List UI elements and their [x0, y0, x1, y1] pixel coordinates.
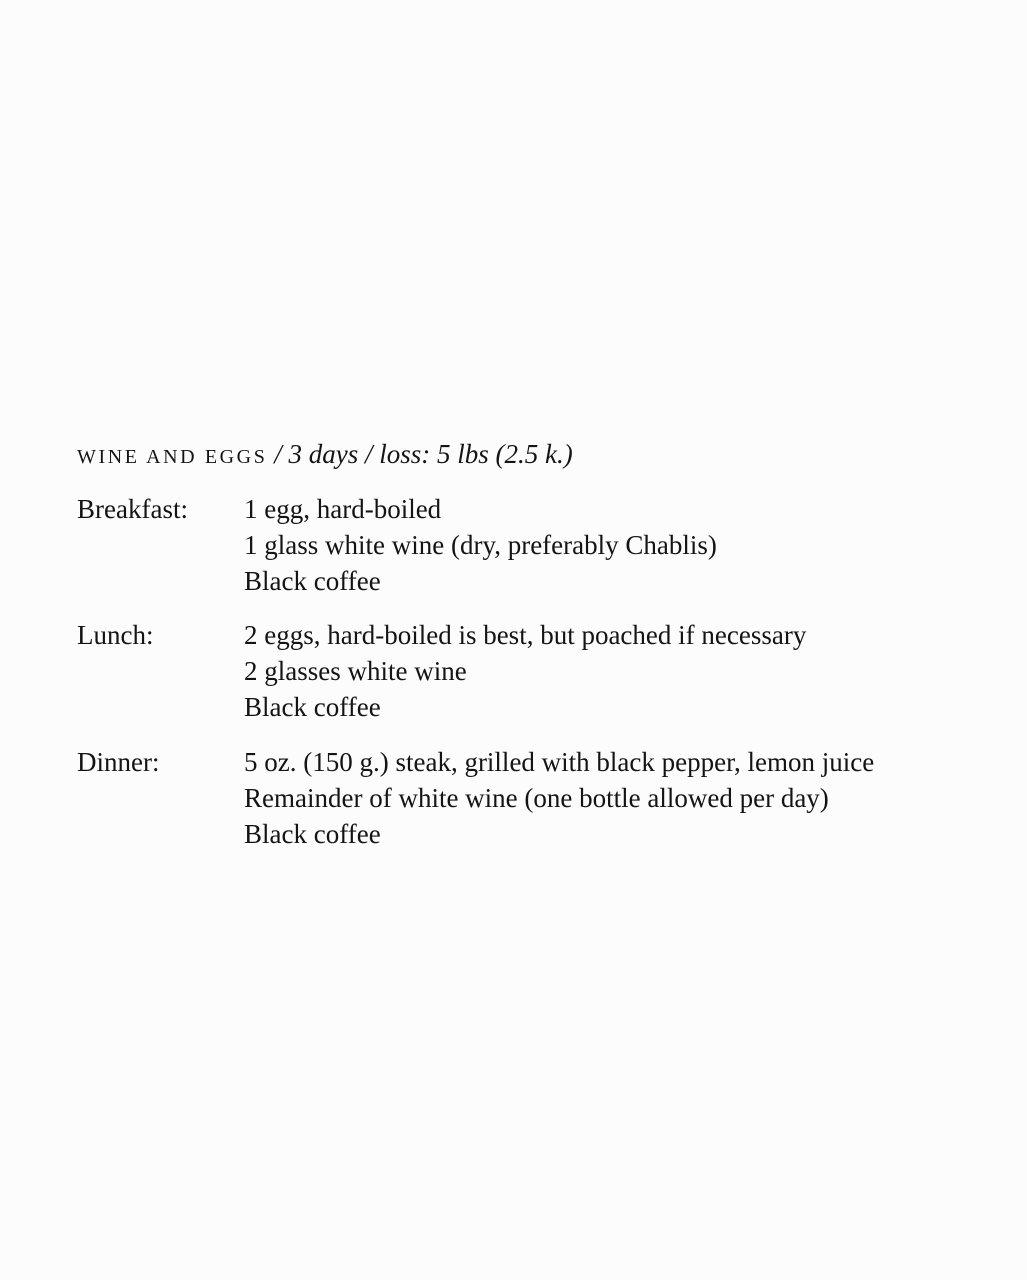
meal-label: Breakfast: [77, 494, 188, 524]
diet-duration: 3 days [288, 439, 359, 469]
heading-separator: / [358, 439, 380, 469]
meal-item: 2 eggs, hard-boiled is best, but poached if necessary [244, 620, 807, 650]
meal-item: 5 oz. (150 g.) steak, grilled with black pepper, lemon juice [244, 747, 875, 777]
meal-items [244, 491, 717, 599]
meal-items [244, 617, 806, 725]
diet-loss: loss: 5 lbs (2.5 k.) [379, 439, 573, 469]
meal-item: Black coffee [244, 566, 381, 596]
heading-separator: / [267, 439, 289, 469]
meal-item: 1 glass white wine (dry, preferably Chablis) [244, 530, 717, 560]
meal-label: Dinner: [77, 747, 160, 777]
diet-title: WINE AND EGGS [77, 446, 268, 468]
meal-item: Remainder of white wine (one bottle allowed per day) [244, 783, 829, 813]
meal-item: Black coffee [244, 692, 381, 722]
meal-item: 2 glasses white wine [244, 656, 467, 686]
meal-item: Black coffee [244, 819, 381, 849]
meal-label: Lunch: [77, 620, 154, 650]
diet-heading [77, 436, 573, 475]
meal-items [244, 744, 874, 852]
meal-item: 1 egg, hard-boiled [244, 494, 442, 524]
